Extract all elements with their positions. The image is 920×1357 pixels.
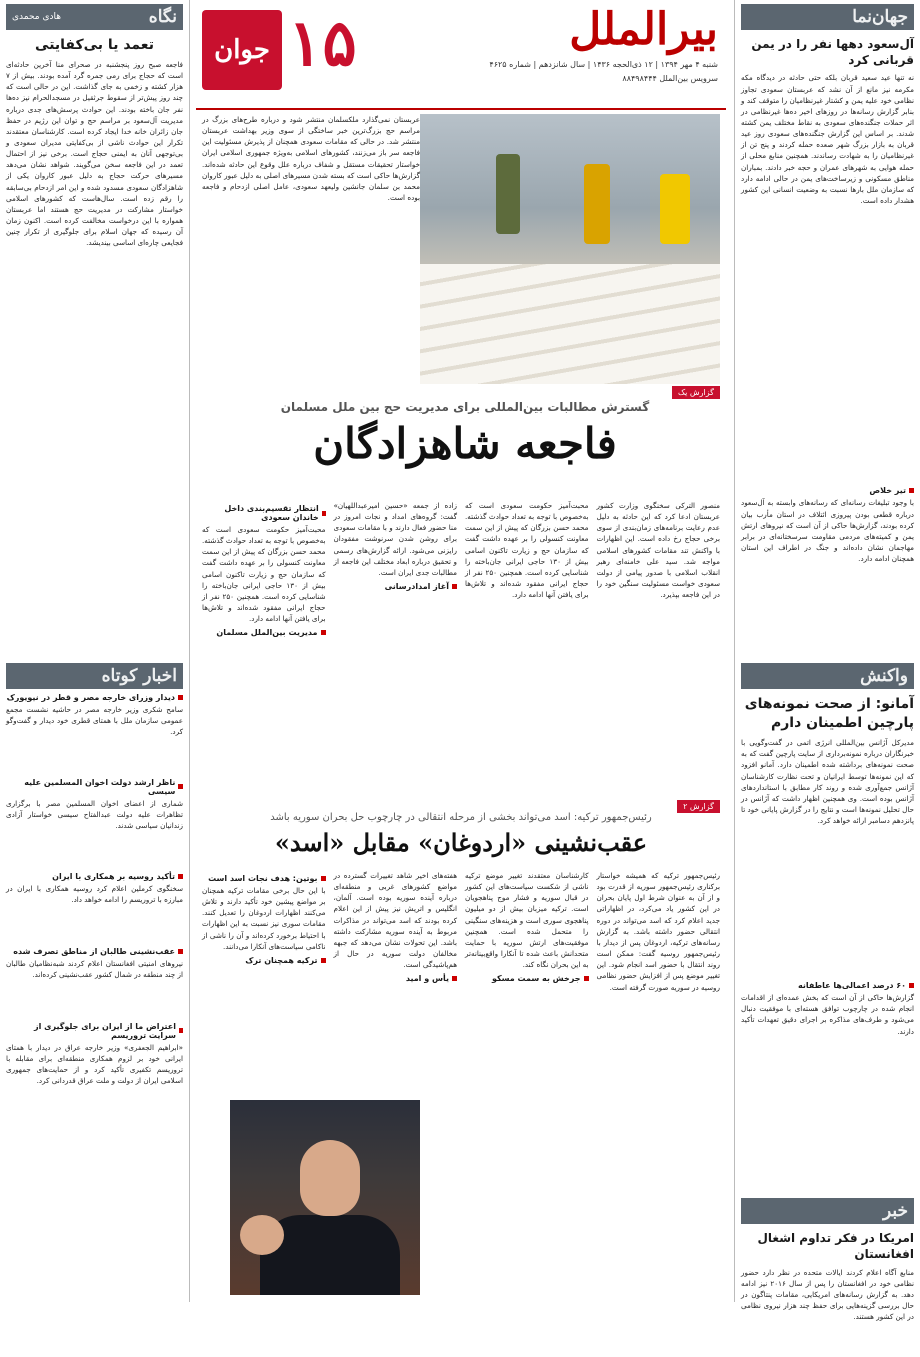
column-body: فاجعه صبح روز پنجشنبه در صحرای منا آخرین حادثه‌ای است که حجاج برای رمی جمره گرد آمده بودند. بیش از ۷ هزار کشته و زخمی به جای گذاشت. این در حالی است که چند روز پیش‌تر از سقوط جرثقیل در مسجدالحرام نیز ده‌ها نفر جان باخته بودند. این حوادث پرسش‌های جدی درباره مدیریت آل‌سعود بر مراسم حج و توان این رژیم در حفظ جان زائران خانه خدا ایجاد کرده است. کارشناسان معتقدند تکرار این حوادث ناشی از بی‌کفایتی مدیران سعودی و بی‌توجهی آنان به ایمنی حجاج است. برخی نیز از احتمال تعمد در این فاجعه سخن می‌گویند. شواهد نشان می‌دهد مسیرهای حرکت حجاج به دلیل عبور کاروان یکی از شاهزادگان سعودی مسدود شده و این امر ازدحام بی‌سابقه را رقم زده است. سال‌هاست که کشورهای اسلامی خواستار مشارکت در مدیریت حج هستند اما عربستان همواره با این درخواست مخالفت کرده است. اکنون زمان آن رسیده که جهان اسلام برای جلوگیری از تکرار چنین فجایعی چاره‌ای اساسی بیندیشد. (6, 59, 183, 248)
hand-shape (240, 1215, 284, 1255)
subheading: آغاز امدادرسانی (334, 582, 458, 591)
story-column: محبت‌آمیز حکومت سعودی است که به‌خصوص با توجه به تعداد حوادث گذشته. محمد حسن بزرگان که پیش از این سمت معاونت کنسولی را بر عهده داشت گفت که سازمان حج و زیارت تاکنون اسامی بیش از ۱۳۰ حاجی ایرانی جان‌باخته را شناسایی کرده است. همچنین ۲۵۰ نفر از حجاج ایرانی مفقود شده‌اند و تلاش‌ها برای یافتن آنها ادامه دارد. (465, 501, 589, 600)
column-title: تعمد یا بی‌کفایتی (35, 37, 154, 53)
subheading: تیر خلاص (741, 486, 914, 495)
subheading: بوتین: هدف نجات اسد است (202, 874, 326, 883)
square-bullet-icon (909, 983, 914, 988)
story-column: بوتین: هدف نجات اسد است با این حال برخی مقامات ترکیه همچنان بر مواضع پیشین خود تأکید دارند و تلاش می‌کنند اظهارات اردوغان را تعدیل کنند. مقامات سوری نیز نسبت به این اظهارات با احتیاط برخورد کرده‌اند و آن را ناشی از ناکامی سیاست‌های آنکارا می‌دانند. ترکیه همچنان ترک (202, 874, 326, 965)
article-title: امریکا در فکر تداوم اشغال افغانستان (757, 1231, 914, 1262)
square-bullet-icon (452, 976, 457, 981)
section-header-view (6, 4, 183, 30)
date-line: شنبه ۴ مهر ۱۳۹۴ | ۱۲ ذی‌الحجه ۱۴۳۶ | سال شانزدهم | شماره ۴۶۲۵ (489, 60, 718, 69)
story-column: انتظار تقسیم‌بندی داخل خاندان سعودی محبت‌آمیز حکومت سعودی است که به‌خصوص با توجه به تعداد حوادث گذشته. محمد حسن بزرگان که پیش از این سمت معاونت کنسولی را بر عهده داشت گفت که سازمان حج و زیارت تاکنون اسامی بیش از ۱۳۰ حاجی ایرانی جان‌باخته را شناسایی کرده است. همچنین ۲۵۰ نفر از حجاج ایرانی مفقود شده‌اند و تلاش‌ها برای یافتن آنها ادامه دارد. مدیریت بین‌الملل مسلمان (202, 504, 326, 638)
section-logo: بیرالملل (569, 4, 718, 55)
second-headline: عقب‌نشینی «اردوغان» مقابل «اسد» (274, 828, 648, 857)
face-shape (300, 1140, 360, 1216)
square-bullet-icon (179, 1028, 183, 1033)
lead-side-text: عربستان نمی‌گذارد ملکسلمان منتشر شود و درباره طرح‌های بزرگ در مراسم حج بزرگ‌ترین خبر ساختگی از سوی وزیر بهداشت عربستان منتشر شد. در حالی که مقامات سعودی همچنان از پذیرش مسئولیت این فاجعه سر باز می‌زنند، کشورهای اسلامی به‌ویژه جمهوری اسلامی ایران خواستار تحقیقات مستقل و شفاف درباره علل وقوع این حادثه شده‌اند. گزارش‌ها حاکی است که بسته شدن مسیرهای اصلی به دلیل عبور کاروان محمد بن سلمان جانشین ولیعهد سعودی، عامل اصلی ازدحام و فاجعه بوده است. (202, 115, 420, 203)
rescuer-figure (660, 174, 690, 244)
square-bullet-icon (178, 695, 183, 700)
story-column: هفته‌های اخیر شاهد تغییرات گسترده در مواضع کشورهای غربی و منطقه‌ای درباره آینده سوریه بوده است. آلمان، انگلیس و اتریش نیز پیش از این اعلام کرده بودند که اسد می‌تواند در مذاکرات مربوط به آینده سوریه مشارکت داشته باشد. این تحولات نشان می‌دهد که جبهه مخالفان دولت سوریه در حال از هم‌پاشیدگی است. یأس و امید (333, 871, 457, 984)
article-body: گزارش‌ها حاکی از آن است که بخش عمده‌ای از اقدامات انجام شده در چارچوب توافق هسته‌ای با موفقیت دنبال می‌شود و طرف‌های مذاکره بر اجرای دقیق تعهدات تأکید دارند. (741, 993, 914, 1036)
photo-caption-badge: گزارش یک (672, 386, 720, 399)
article-title: آل‌سعود دهها نفر را در یمن قربانی کرد (751, 37, 914, 68)
story-column: رئیس‌جمهور ترکیه که همیشه خواستار برکناری رئیس‌جمهور سوریه از قدرت بود و از آن به عنوان شرط اول پایان بحران در این کشور یاد می‌کرد، در اظهاراتی جدید اعلام کرد که اسد می‌تواند در دوره انتقالی حضور داشته باشد. به گزارش رسانه‌های ترکیه، اردوغان پس از دیدار با رئیس‌جمهور روسیه گفت: ممکن است روند انتقال با حضور اسد انجام شود. این تغییر موضع پس از افزایش حضور نظامی روسیه در سوریه صورت گرفته است. (596, 871, 720, 992)
square-bullet-icon (909, 488, 914, 493)
subheading: انتظار تقسیم‌بندی داخل خاندان سعودی (202, 504, 326, 522)
report-badge: گزارش ۲ (677, 800, 720, 813)
lead-headline: فاجعه شاهزادگان (313, 419, 617, 468)
square-bullet-icon (321, 876, 326, 881)
author-name: هادی محمدی (12, 12, 62, 22)
brief-body: سامح شکری وزیر خارجه مصر در حاشیه نشست مجمع عمومی سازمان ملل با همتای قطری خود دیدار و گفت‌وگو کرد. (6, 704, 183, 737)
section-label: جهان‌نما (852, 7, 908, 27)
lead-story-columns (202, 500, 720, 790)
square-bullet-icon (178, 949, 183, 954)
square-bullet-icon (321, 630, 326, 635)
page-number: ۱۵ (288, 6, 357, 81)
brief-body: شماری از اعضای اخوان المسلمین مصر با برگزاری تظاهرات علیه دولت عبدالفتاح سیسی خواستار آزادی زندانیان سیاسی شدند. (6, 798, 183, 831)
article-body: با وجود تبلیغات رسانه‌ای که رسانه‌های وابسته به آل‌سعود درباره قطعی بودن پیروزی ائتلاف در استان مأرب بیان کرده بودند، گزارش‌ها حاکی از آن است که نیروهای ارتش یمن و کمیته‌های مردمی مقاومت سرسختانه‌ای در برابر مهاجمان نشان داده‌اند و جنگ در اطراف این استان همچنان ادامه دارد. (741, 498, 914, 564)
newspaper-logo: جوان (202, 10, 282, 90)
section-header-news (741, 1198, 914, 1224)
section-label: واکنش (860, 666, 908, 687)
square-bullet-icon (584, 976, 589, 981)
lead-subtitle: گسترش مطالبات بین‌المللی برای مدیریت حج بین ملل مسلمان (280, 400, 650, 414)
subheading: مدیریت بین‌الملل مسلمان (202, 628, 326, 637)
department-line: سرویس بین‌الملل ۸۸۴۹۸۴۴۴ (622, 74, 718, 83)
subheading: جرخش به سمت مسکو (465, 974, 589, 983)
square-bullet-icon (321, 958, 326, 963)
erdogan-photo (230, 1100, 420, 1295)
article-body: منابع آگاه اعلام کردند ایالات متحده در نظر دارد حضور نظامی خود در افغانستان را پس از سال ۲۰۱۶ نیز ادامه دهد. به گزارش رسانه‌های امریکایی، مقامات پنتاگون در حال بررسی گزینه‌هایی برای حفظ چند هزار نیروی نظامی در این کشور هستند. (741, 1267, 914, 1322)
brief-body: نیروهای امنیتی افغانستان اعلام کردند شبه‌نظامیان طالبان از چند منطقه در شمال کشور عقب‌نشینی کرده‌اند. (6, 958, 183, 980)
story-column: منصور الترکی سخنگوی وزارت کشور عربستان ادعا کرد که این حادثه به دلیل عدم رعایت برنامه‌های زمان‌بندی از سوی برخی حجاج رخ داده است. این اظهارات با واکنش تند مقامات کشورهای اسلامی مواجه شد. سید علی خامنه‌ای رهبر انقلاب اسلامی با صدور پیامی از دولت سعودی خواست مسئولیت سنگین خود را در این فاجعه بپذیرد. (596, 501, 720, 600)
subheading: ۶۰ درصد اعمالی‌ها عاطفانه (741, 981, 914, 990)
article-body: نه تنها عید سعید قربان بلکه حتی حادثه در دیدگاه مکه مکرمه نیز مانع از آن نشد که عربستان سعودی تجاوز نظامی خود علیه یمن و کشتار غیرنظامیان را متوقف کند و بنابر گزارش رسانه‌ها در روزهای اخیر ده‌ها غیرنظامی در اثر حملات جنگنده‌های سعودی به نقاط مختلف یمن کشته شدند. بر اساس این گزارش جنگنده‌های سعودی روز عید قربان به بازار بزرگ شهر صعده حمله کردند و پنج تن از غیرنظامیان را به شهادت رساندند. همچنین منابع محلی از حمله هوایی به شهرهای عمران و حجه خبر دادند. بمباران مناطق مسکونی و زیرساخت‌های یمن در حالی ادامه دارد که سازمان ملل بارها نسبت به وضعیت انسانی این کشور هشدار داده است. (741, 73, 914, 206)
section-header-world (741, 4, 914, 30)
brief-title: دیدار وزرای خارجه مصر و قطر در نیویورک (6, 693, 183, 702)
brief-body: «ابراهیم الجعفری» وزیر خارجه عراق در دیدار با همتای ایرانی خود بر لزوم همکاری منطقه‌ای برای مقابله با تروریسم تکفیری تأکید کرد و از حمایت‌های جمهوری اسلامی ایران از دولت و ملت عراق قدردانی کرد. (6, 1042, 183, 1086)
brief-title: عقب‌نشینی طالبان از مناطق تصرف شده (6, 947, 183, 956)
center-column (196, 0, 726, 1302)
section-header-briefs (6, 663, 183, 689)
square-bullet-icon (322, 511, 326, 516)
masthead (196, 0, 726, 110)
square-bullet-icon (178, 874, 183, 879)
section-label: خبر (882, 1201, 908, 1222)
article-body: مدیرکل آژانس بین‌المللی انرژی اتمی در گفت‌وگویی با خبرنگاران درباره نمونه‌برداری از سایت پارچین گفت که به صحت نمونه‌های برداشته شده اطمینان دارد. آمانو افزود که این نمونه‌ها توسط ایرانیان و تحت نظارت کارشناسان آژانس جمع‌آوری شده و روند کار مطابق با استانداردهای آژانس بوده است. وی همچنین اظهار داشت که آژانس در حال تحلیل نمونه‌ها است و نتایج را در گزارش پایانی خود تا پانزدهم دسامبر ارائه خواهد کرد. (741, 738, 914, 826)
soldier-figure (496, 154, 520, 234)
left-column (0, 0, 190, 1302)
brief-title: اعتراض ما از ایران برای جلوگیری از سرایت تروریسم (6, 1022, 183, 1040)
story-column: کارشناسان معتقدند تغییر موضع ترکیه ناشی از شکست سیاست‌های این کشور در قبال سوریه و فشار موج پناهجویان است. ترکیه میزبان بیش از دو میلیون پناهجوی سوری است و هزینه‌های سنگینی را متحمل شده است. همچنین موفقیت‌های ارتش سوریه با حمایت متحدانش باعث شده تا آنکارا واقع‌بینانه‌تر به این بحران نگاه کند. جرخش به سمت مسکو (465, 871, 589, 984)
right-column (734, 0, 920, 1322)
subheading: یأس و امید (334, 974, 458, 983)
rescuer-figure (584, 164, 610, 244)
brief-title: تأکید روسیه بر همکاری با ایران (6, 872, 183, 881)
section-label: نگاه (148, 7, 177, 27)
covered-bodies (420, 264, 720, 384)
story-column: زاده از جمعه «حسین امیرعبداللهیان» گفت: گروه‌های امداد و نجات امروز در منا حضور فعال دارند و با مقامات سعودی برای روشن شدن سرنوشت مفقودان رایزنی می‌شود. ارائه گزارش‌های رسمی و تحقیق درباره ابعاد مختلف این فاجعه از مطالبات جدی ایران است. آغاز امدادرسانی (333, 501, 457, 592)
brief-body: سخنگوی کرملین اعلام کرد روسیه همکاری با ایران در مبارزه با تروریسم را ادامه خواهد داد. (6, 883, 183, 905)
second-subtitle: رئیس‌جمهور ترکیه: اسد می‌تواند بخشی از مرحله انتقالی در چارچوب حل بحران سوریه باشد (270, 812, 652, 823)
brief-title: ناظر ارشد دولت اخوان المسلمین علیه سیسی (6, 778, 183, 796)
subheading: ترکیه همچنان ترک (202, 956, 326, 965)
section-header-reaction (741, 663, 914, 689)
section-label: اخبار کوتاه (101, 665, 177, 686)
square-bullet-icon (178, 784, 183, 789)
article-title: آمانو: از صحت نمونه‌های پارچین اطمینان دارم (744, 696, 914, 732)
lead-photo (420, 114, 720, 384)
square-bullet-icon (452, 584, 457, 589)
